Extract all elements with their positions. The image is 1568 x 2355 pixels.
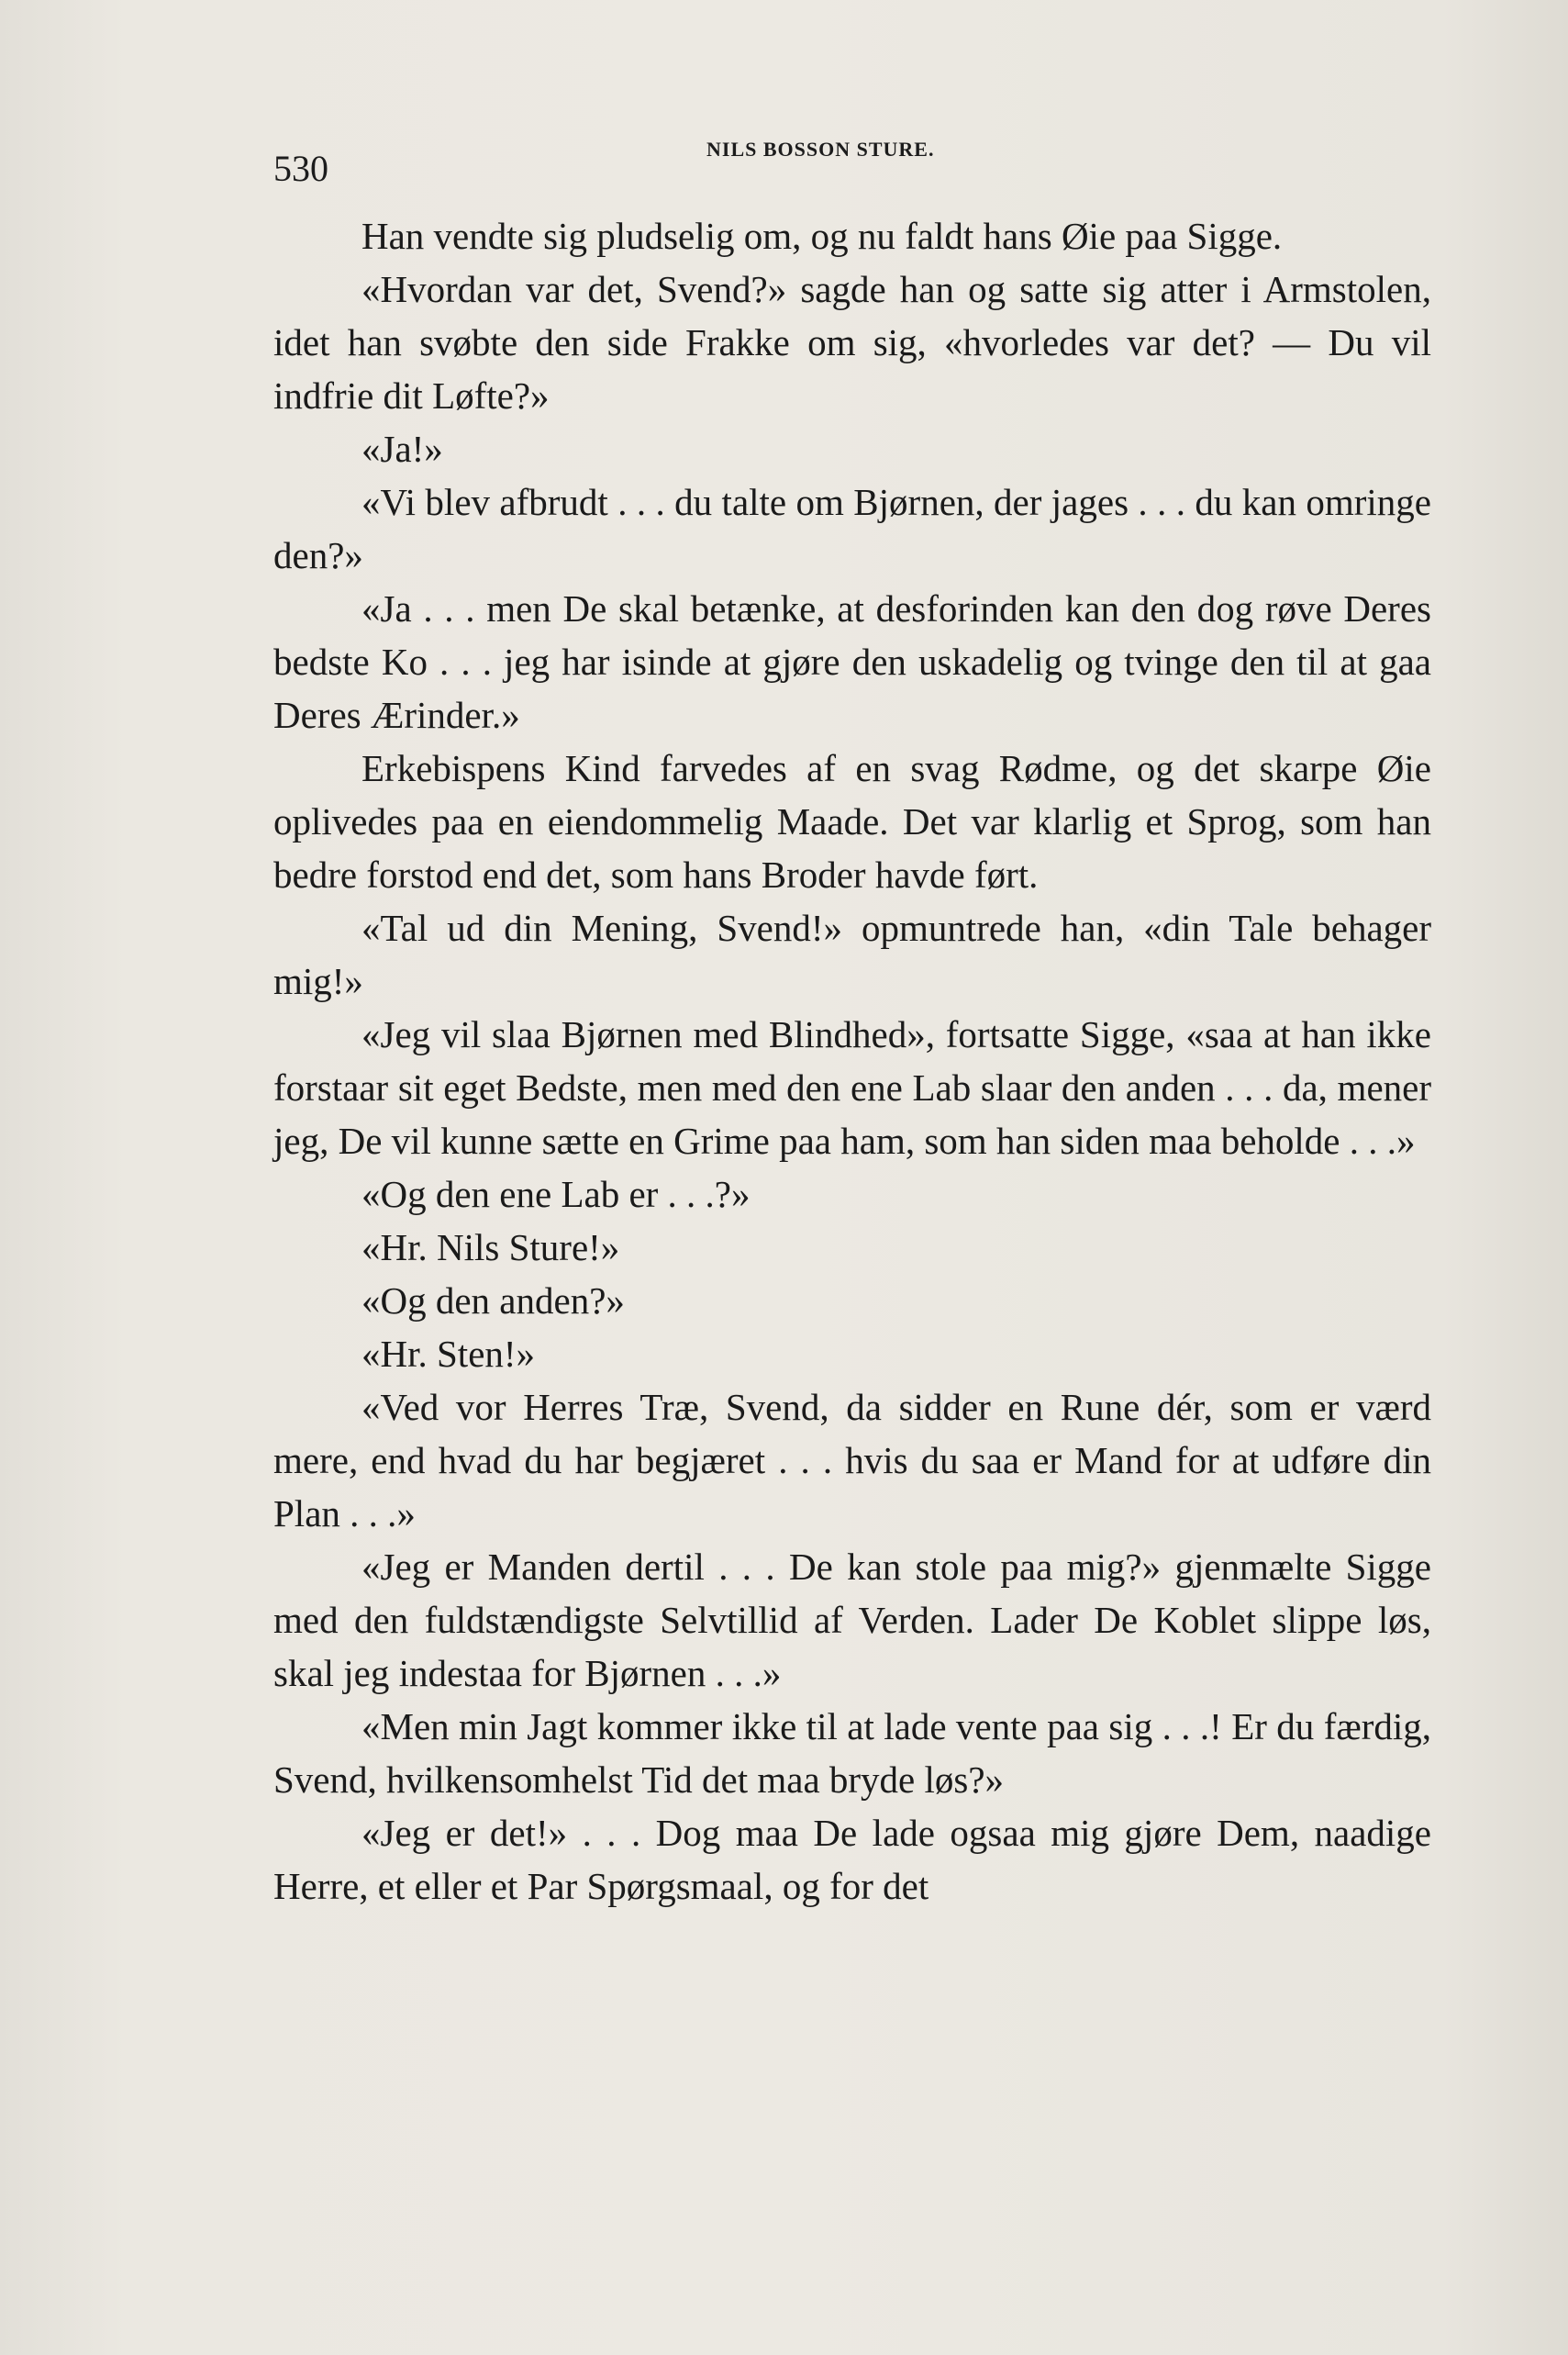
- paragraph: «Ja!»: [361, 428, 443, 470]
- paragraph: «Hvordan var det, Svend?» sagde han og satte sig atter i Armstolen, idet han svøbte den side Frakke om sig, «hvorledes var det? — Du vil indfrie dit Løfte?»: [273, 268, 1431, 417]
- paragraph: «Jeg vil slaa Bjørnen med Blindhed», fortsatte Sigge, «saa at han ikke forstaar sit eget Bedste, men med den ene Lab slaar den anden . . . da, mener jeg, De vil kunne sætte en Grime paa ham, som han siden maa beholde . . .»: [273, 1013, 1431, 1162]
- paragraph: «Ja . . . men De skal betænke, at desforinden kan den dog røve Deres bedste Ko . . . jeg har isinde at gjøre den uskadelig og tvinge den til at gaa Deres Ærinder.»: [273, 587, 1431, 736]
- paragraph: «Jeg er Manden dertil . . . De kan stole paa mig?» gjenmælte Sigge med den fuldstændigste Selvtillid af Verden. Lader De Koblet slippe løs, skal jeg indestaa for Bjørnen . . .»: [273, 1546, 1431, 1694]
- body-text: [273, 209, 1431, 1913]
- paragraph: Han vendte sig pludselig om, og nu faldt hans Øie paa Sigge.: [361, 215, 1283, 257]
- paragraph: «Tal ud din Mening, Svend!» opmuntrede han, «din Tale behager mig!»: [273, 907, 1431, 1002]
- paragraph: «Og den ene Lab er . . .?»: [361, 1173, 751, 1215]
- paragraph: «Vi blev afbrudt . . . du talte om Bjørnen, der jages . . . du kan omringe den?»: [273, 481, 1431, 576]
- paragraph: «Jeg er det!» . . . Dog maa De lade ogsaa mig gjøre Dem, naadige Herre, et eller et Par Spørgsmaal, og for det: [273, 1812, 1431, 1907]
- paragraph: «Ved vor Herres Træ, Svend, da sidder en Rune dér, som er værd mere, end hvad du har begjæret . . . hvis du saa er Mand for at udføre din Plan . . .»: [273, 1386, 1431, 1535]
- running-title: NILS BOSSON STURE.: [706, 138, 935, 161]
- paragraph: «Men min Jagt kommer ikke til at lade vente paa sig . . .! Er du færdig, Svend, hvilkensomhelst Tid det maa bryde løs?»: [273, 1705, 1431, 1801]
- paragraph: Erkebispens Kind farvedes af en svag Rødme, og det skarpe Øie oplivedes paa en eiendommelig Maade. Det var klarlig et Sprog, som han bedre forstod end det, som hans Broder havde ført.: [273, 747, 1431, 896]
- paragraph: «Hr. Sten!»: [361, 1333, 536, 1375]
- paragraph: «Hr. Nils Sture!»: [361, 1226, 620, 1268]
- paragraph: «Og den anden?»: [361, 1279, 625, 1322]
- page-number: 530: [273, 148, 328, 189]
